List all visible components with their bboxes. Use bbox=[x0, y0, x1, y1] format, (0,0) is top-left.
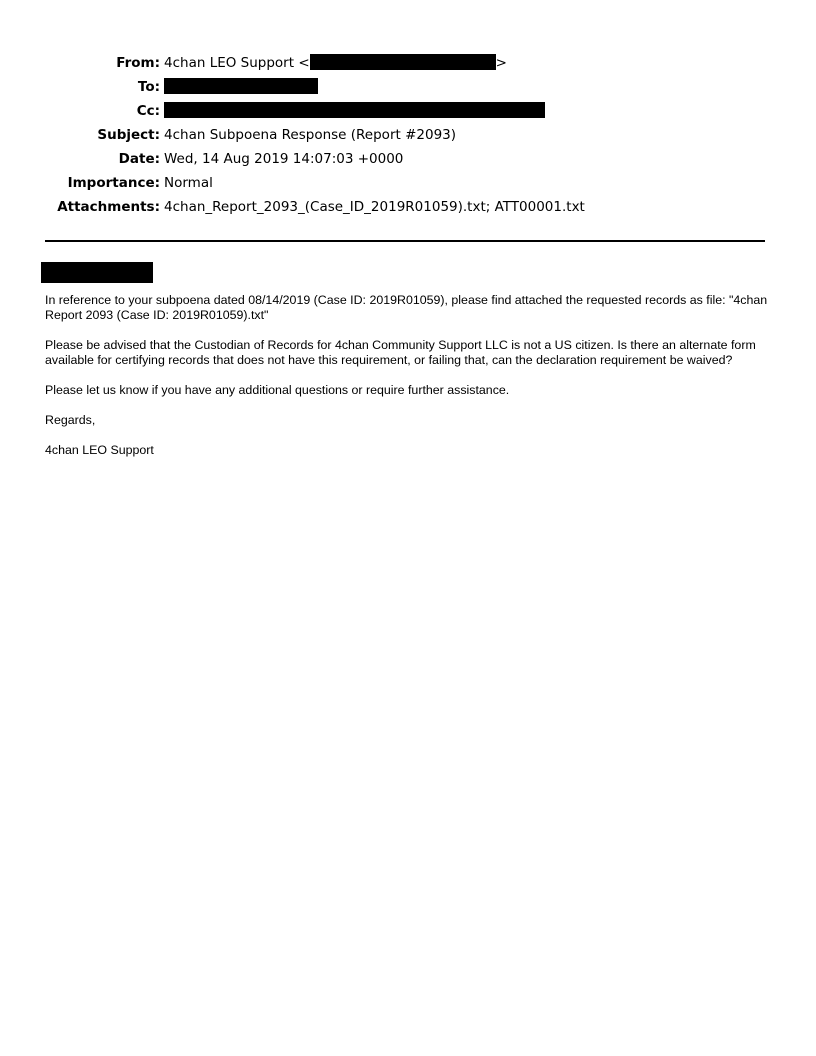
attachments-value: 4chan_Report_2093_(Case_ID_2019R01059).txt; ATT00001.txt bbox=[164, 199, 585, 215]
importance-label: Importance: bbox=[67, 175, 160, 191]
from-name: 4chan LEO Support < bbox=[164, 55, 310, 71]
cc-row bbox=[0, 101, 816, 125]
email-header bbox=[0, 53, 816, 221]
date-row bbox=[0, 149, 816, 173]
redacted-cc bbox=[164, 102, 545, 118]
subject-value: 4chan Subpoena Response (Report #2093) bbox=[164, 127, 457, 143]
header-divider bbox=[45, 240, 765, 242]
subject-row bbox=[0, 125, 816, 149]
body-paragraph-1: In reference to your subpoena dated 08/14/2019 (Case ID: 2019R01059), please find attached the requested records as file: "4chan Report 2093 (Case ID: 2019R01059).txt" bbox=[45, 293, 768, 322]
closing: Regards, bbox=[45, 413, 96, 427]
date-value: Wed, 14 Aug 2019 14:07:03 +0000 bbox=[164, 151, 404, 167]
importance-value: Normal bbox=[164, 175, 213, 191]
redacted-from-email bbox=[310, 54, 496, 70]
from-value bbox=[164, 53, 507, 73]
body-paragraph-3: Please let us know if you have any additional questions or require further assistance. bbox=[45, 383, 510, 397]
signature: 4chan LEO Support bbox=[45, 443, 154, 457]
to-row bbox=[0, 77, 816, 101]
attachments-label: Attachments: bbox=[57, 199, 160, 215]
redacted-to bbox=[164, 78, 318, 94]
date-label: Date: bbox=[118, 151, 160, 167]
attachments-row bbox=[0, 197, 816, 221]
importance-row bbox=[0, 173, 816, 197]
to-value bbox=[164, 77, 318, 97]
cc-label: Cc: bbox=[136, 103, 160, 119]
cc-value bbox=[164, 101, 545, 121]
email-body bbox=[45, 293, 770, 473]
redacted-salutation bbox=[41, 262, 153, 283]
from-label: From: bbox=[116, 55, 160, 71]
body-paragraph-2: Please be advised that the Custodian of Records for 4chan Community Support LLC is not a US citizen. Is there an alternate form available for certifying records that does not have this requirement, or failing that, can the declaration requirement be waived? bbox=[45, 338, 756, 367]
from-close: > bbox=[495, 55, 507, 71]
subject-label: Subject: bbox=[97, 127, 160, 143]
from-row bbox=[0, 53, 816, 77]
to-label: To: bbox=[137, 79, 160, 95]
